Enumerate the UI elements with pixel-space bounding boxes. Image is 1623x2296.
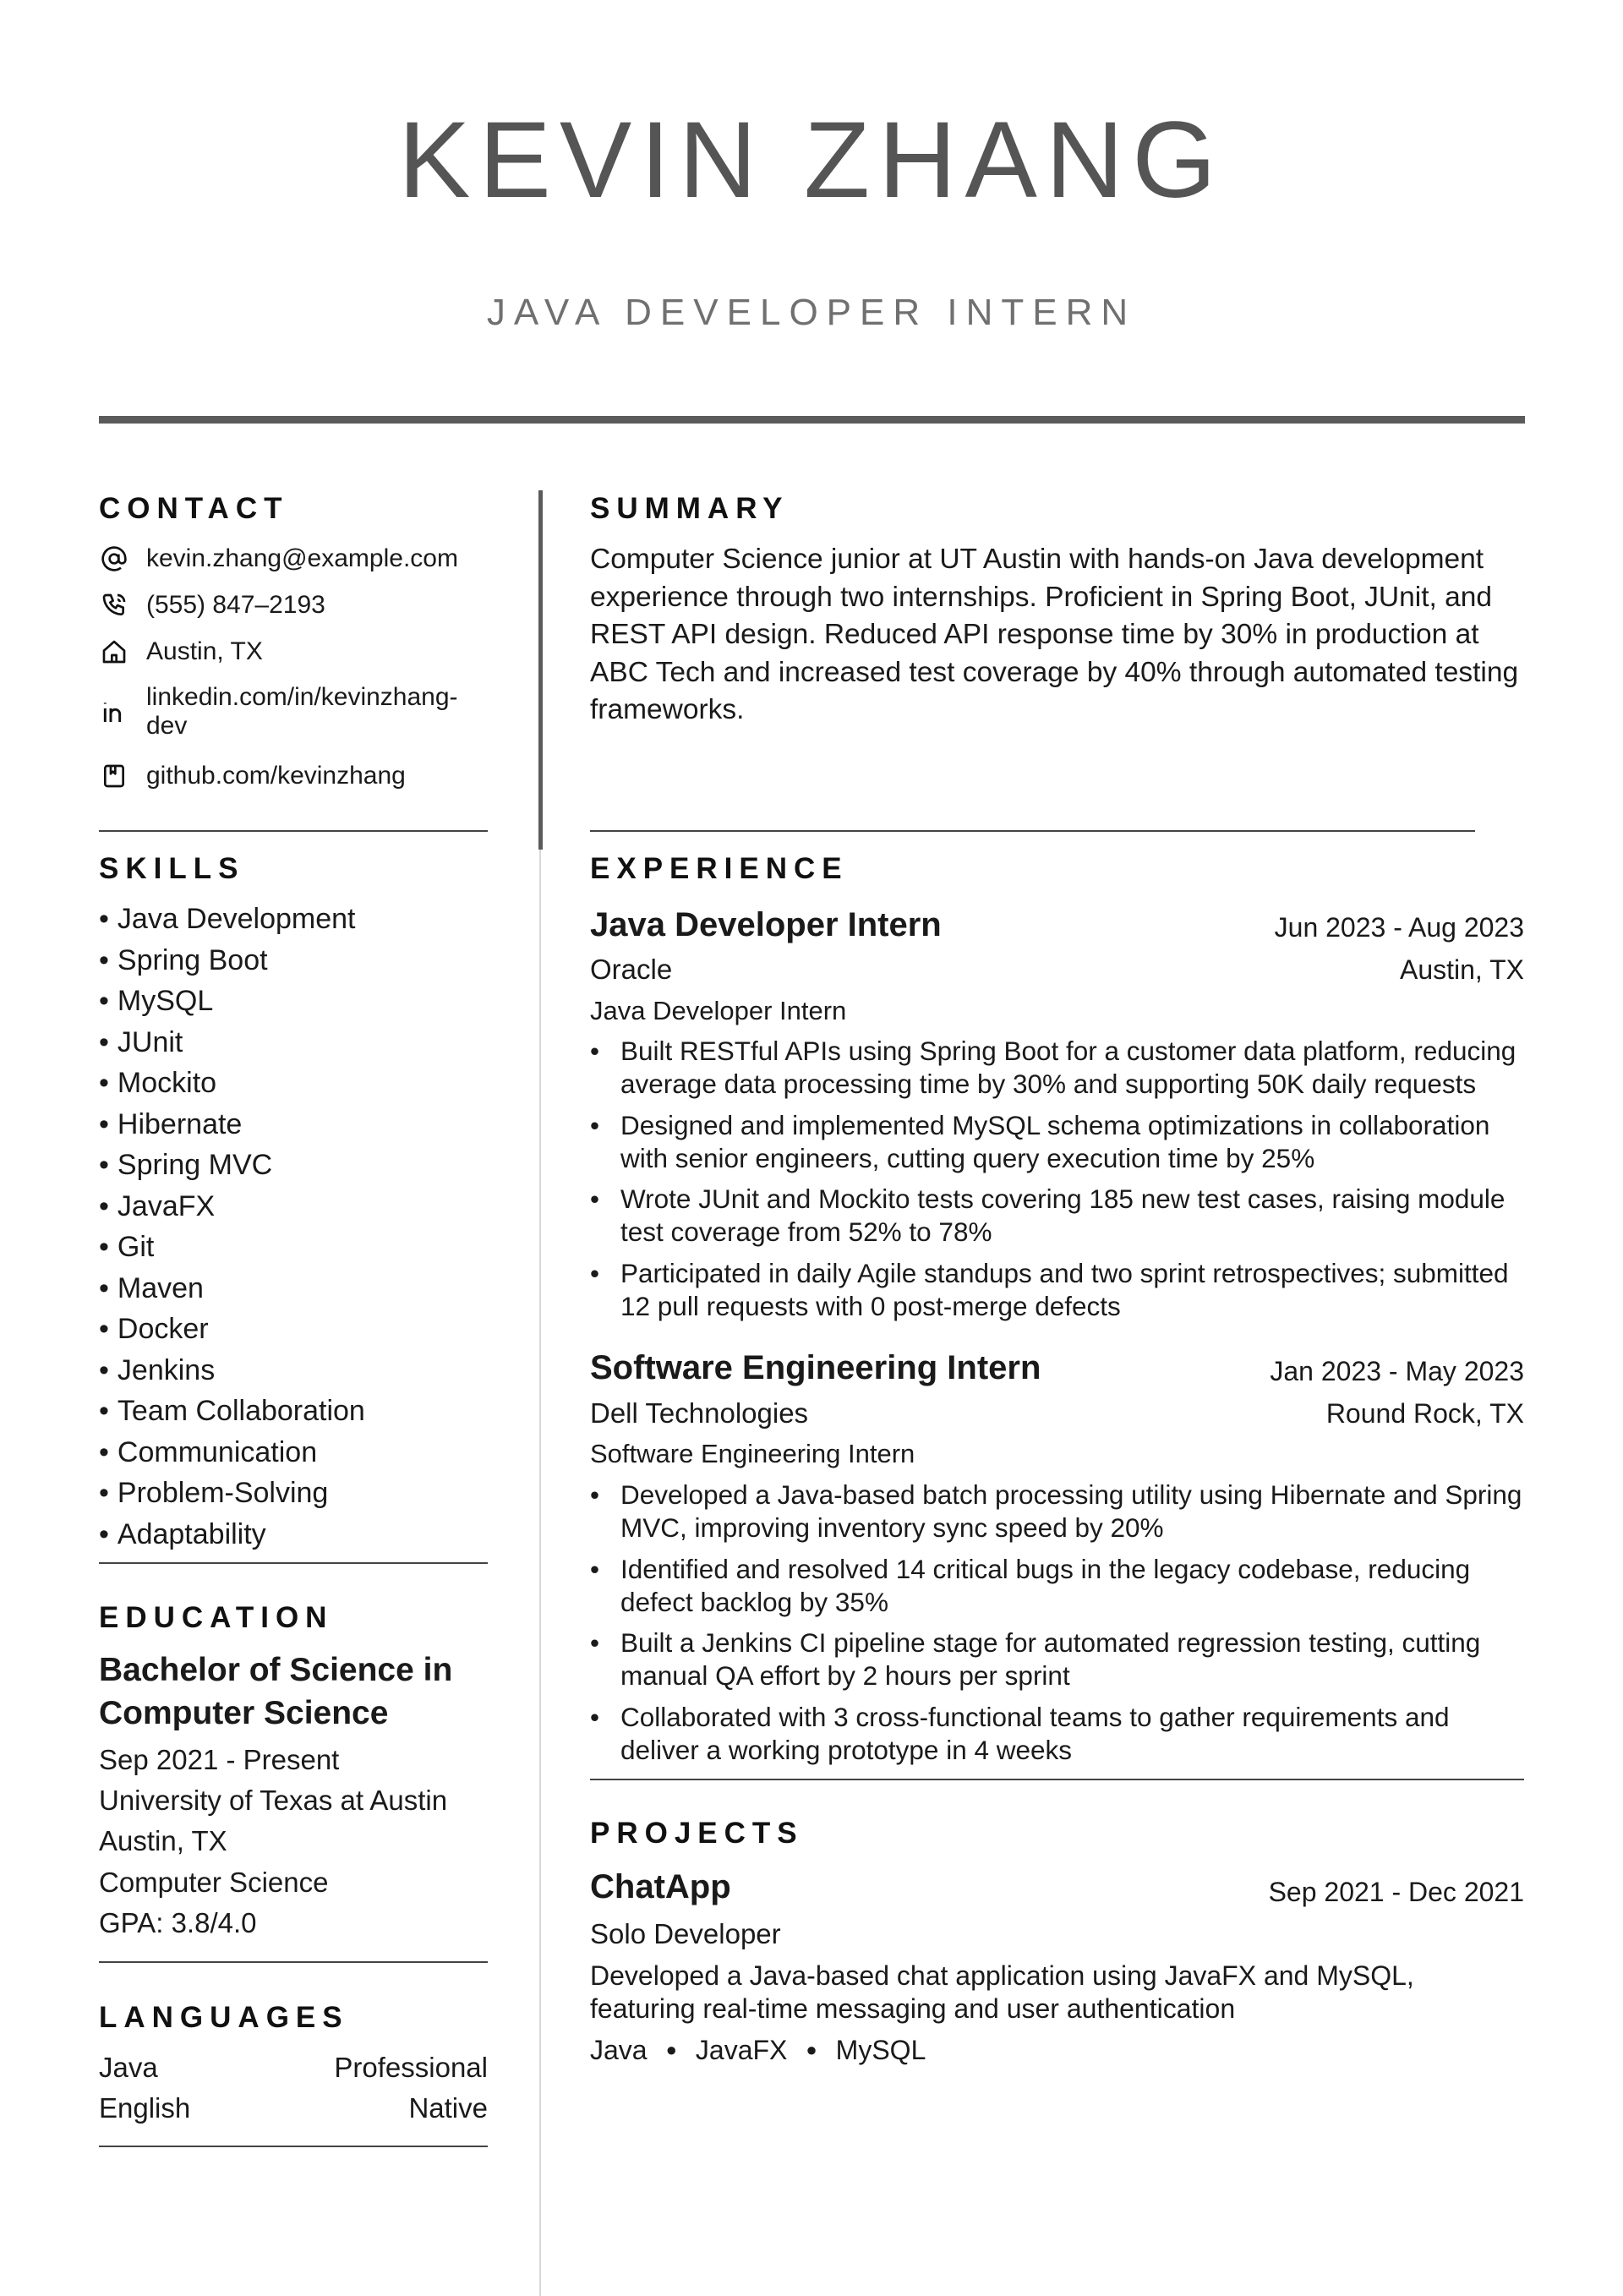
job-role: Software Engineering Intern — [590, 1439, 915, 1468]
header-divider — [99, 416, 1525, 424]
education-location: Austin, TX — [99, 1825, 227, 1856]
home-icon — [99, 637, 129, 667]
job-title: Java Developer Intern — [590, 906, 942, 943]
language-level: Professional — [334, 2052, 488, 2083]
phone-icon — [99, 590, 129, 620]
education-degree — [99, 1648, 505, 1735]
summary-heading: SUMMARY — [590, 492, 790, 525]
education-divider — [99, 1961, 488, 1963]
project-tech: Java — [590, 2035, 648, 2065]
job-bullet: • Identified and resolved 14 critical bugs in the legacy codebase, reducing defect backlog by 35% — [590, 1553, 1528, 1619]
skill-item: • Maven — [99, 1268, 365, 1309]
contact-linkedin-text-cont: dev — [146, 712, 188, 740]
job-bullet: • Built RESTful APIs using Spring Boot for a customer data platform, reducing average data processing time by 30% and supporting 50K daily requests — [590, 1035, 1528, 1101]
github-icon — [99, 761, 129, 791]
project-title: ChatApp — [590, 1868, 731, 1905]
project-description: Developed a Java-based chat application using JavaFX and MySQL, featuring real-time messaging and user authentication — [590, 1960, 1414, 2024]
bullet-separator: ● — [665, 2039, 677, 2060]
job-bullet: • Collaborated with 3 cross-functional teams to gather requirements and deliver a working prototype in 4 weeks — [590, 1701, 1528, 1767]
linkedin-icon — [99, 697, 129, 727]
skill-item: • JavaFX — [99, 1186, 365, 1227]
candidate-name: KEVIN ZHANG — [398, 100, 1225, 221]
language-level: Native — [408, 2092, 488, 2124]
project-tech: MySQL — [835, 2035, 926, 2065]
contact-location — [99, 637, 488, 667]
contact-linkedin[interactable] — [99, 683, 488, 741]
contact-location-text: Austin, TX — [146, 637, 263, 665]
projects-heading: PROJECTS — [590, 1817, 804, 1850]
language-row — [99, 2051, 488, 2085]
job-location: Austin, TX — [1399, 954, 1524, 985]
contact-heading: CONTACT — [99, 492, 289, 525]
skill-item: • JUnit — [99, 1022, 365, 1063]
skill-item: • Team Collaboration — [99, 1391, 365, 1432]
skill-item: • Communication — [99, 1432, 365, 1473]
project-tech-list — [590, 2033, 926, 2067]
job-company: Dell Technologies — [590, 1397, 809, 1429]
skill-item: • Hibernate — [99, 1104, 365, 1145]
project-dates: Sep 2021 - Dec 2021 — [1268, 1877, 1524, 1907]
skill-item: • Git — [99, 1227, 365, 1268]
contact-github-text: github.com/kevinzhang — [146, 762, 406, 790]
skills-list — [99, 899, 365, 1555]
skill-item: • Adaptability — [99, 1514, 365, 1555]
skills-divider — [99, 1562, 488, 1564]
education-dates: Sep 2021 - Present — [99, 1744, 340, 1775]
job-bullet: • Built a Jenkins CI pipeline stage for automated regression testing, cutting manual QA effort by 2 hours per sprint — [590, 1626, 1528, 1692]
job-company: Oracle — [590, 954, 673, 985]
languages-heading: LANGUAGES — [99, 2001, 349, 2034]
skills-heading: SKILLS — [99, 852, 245, 885]
summary-divider — [590, 830, 1475, 832]
education-degree-line1: Bachelor of Science in — [99, 1652, 453, 1688]
language-row — [99, 2091, 488, 2125]
contact-phone[interactable] — [99, 590, 488, 620]
job-title: Software Engineering Intern — [590, 1349, 1041, 1386]
skill-item: • MySQL — [99, 981, 365, 1022]
job-bullet: • Developed a Java-based batch processing utility using Hibernate and Spring MVC, improving inventory sync speed by 20% — [590, 1479, 1528, 1544]
column-divider — [538, 490, 543, 850]
job-bullet: • Wrote JUnit and Mockito tests covering 185 new test cases, raising module test coverage from 52% to 78% — [590, 1183, 1528, 1249]
job-bullets — [590, 1035, 1528, 1331]
skill-item: • Docker — [99, 1309, 365, 1350]
education-degree-line2: Computer Science — [99, 1695, 389, 1731]
project-role: Solo Developer — [590, 1918, 781, 1949]
experience-heading: EXPERIENCE — [590, 852, 849, 885]
job-dates: Jan 2023 - May 2023 — [1270, 1356, 1524, 1386]
bullet-separator: ● — [806, 2039, 817, 2060]
contact-linkedin-text: linkedin.com/in/kevinzhang- — [146, 683, 458, 711]
education-gpa: GPA: 3.8/4.0 — [99, 1907, 257, 1938]
languages-divider — [99, 2146, 488, 2147]
language-name: English — [99, 2092, 191, 2124]
candidate-title: JAVA DEVELOPER INTERN — [486, 292, 1137, 333]
skill-item: • Spring Boot — [99, 940, 365, 981]
contact-phone-text: (555) 847–2193 — [146, 591, 325, 619]
job-role: Java Developer Intern — [590, 996, 847, 1025]
job-bullets — [590, 1479, 1528, 1774]
contact-github[interactable] — [99, 761, 488, 791]
skill-item: • Java Development — [99, 899, 365, 940]
column-divider-light — [539, 850, 541, 2296]
job-bullet: • Designed and implemented MySQL schema optimizations in collaboration with senior engineers, cutting query execution time by 25% — [590, 1109, 1528, 1175]
summary-text: Computer Science junior at UT Austin with hands-on Java development experience through two internships. Proficient in Spring Boot, JUnit, and REST API design. Reduced API response time by 30% in production at ABC Tech and increased test coverage by 40% through automated testing frameworks. — [590, 544, 1519, 725]
job-location: Round Rock, TX — [1325, 1398, 1524, 1429]
education-school: University of Texas at Austin — [99, 1785, 448, 1816]
contact-email[interactable] — [99, 544, 488, 574]
project-tech: JavaFX — [695, 2035, 788, 2065]
contact-divider — [99, 830, 488, 832]
skill-item: • Mockito — [99, 1063, 365, 1104]
job-bullet: • Participated in daily Agile standups and two sprint retrospectives; submitted 12 pull requests with 0 post-merge defects — [590, 1257, 1528, 1323]
language-name: Java — [99, 2052, 158, 2083]
education-heading: EDUCATION — [99, 1601, 334, 1634]
skill-item: • Spring MVC — [99, 1145, 365, 1186]
job-dates: Jun 2023 - Aug 2023 — [1274, 912, 1524, 943]
skill-item: • Problem-Solving — [99, 1473, 365, 1514]
experience-divider — [590, 1779, 1524, 1780]
education-field: Computer Science — [99, 1867, 329, 1898]
contact-email-text: kevin.zhang@example.com — [146, 544, 458, 572]
at-icon — [99, 544, 129, 574]
skill-item: • Jenkins — [99, 1350, 365, 1391]
